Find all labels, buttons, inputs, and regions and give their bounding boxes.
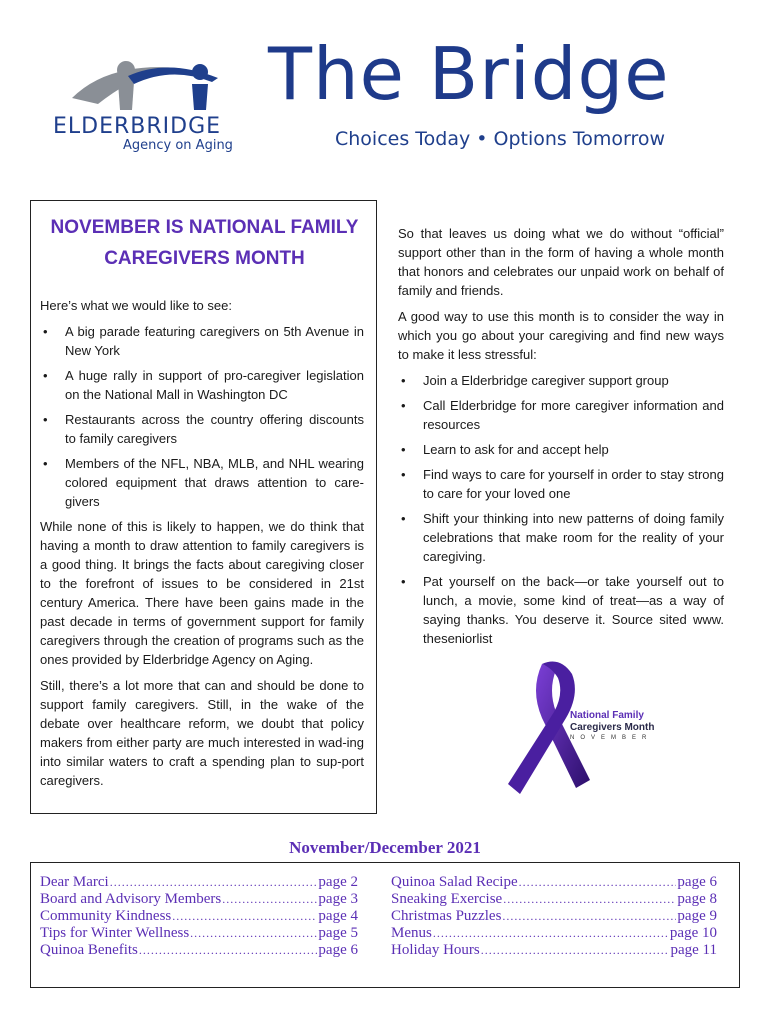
toc-leader <box>503 891 676 908</box>
toc-entry[interactable] <box>40 942 358 959</box>
article-paragraph: While none of this is likely to happen, we do think that having a month to draw attention to family caregivers is a good thing. It brings the facts about caregiving closer to the forefront of issues to be considered in 21st century America. There have been gains made in the past decade in terms of government support for family caregivers through the creation of programs such as the ones provided by Elderbridge Agency on Aging. <box>40 519 364 667</box>
article-paragraph: A good way to use this month is to consider the way in which you go about your caregiving and find new ways to make it less stressful: <box>398 309 724 362</box>
toc-left-column <box>40 874 358 959</box>
people-icon <box>68 58 228 116</box>
toc-entry-page: page 10 <box>669 925 717 941</box>
newsletter-tagline: Choices Today • Options Tomorrow <box>335 128 666 150</box>
toc-entry[interactable] <box>40 925 358 942</box>
wish-item: • A huge rally in support of pro-caregiver legislation on the National Mall in Washington DC <box>40 366 364 404</box>
toc-entry-name: Holiday Hours <box>391 942 480 958</box>
toc-entry-name: Dear Marci <box>40 874 109 890</box>
headline-line-2: CAREGIVERS MONTH <box>104 248 305 269</box>
wish-list <box>40 322 364 511</box>
wish-item: • Members of the NFL, NBA, MLB, and NHL wearing colored equipment that draws attention to care-givers <box>40 454 364 511</box>
newsletter-title: The Bridge <box>268 32 670 116</box>
toc-leader <box>519 874 677 891</box>
tip-item: • Join a Elderbridge caregiver support group <box>398 371 724 390</box>
article-intro: Here’s what we would like to see: <box>40 298 232 313</box>
article-paragraph: Still, there’s a lot more that can and should be done to support family caregivers. Still, in the wake of the debate over healthcare reform, we doubt that policy makers from either party are much interested in wad-ing into similar waters to craft a spending plan to sup-port caregivers. <box>40 678 364 788</box>
toc-entry[interactable] <box>40 874 358 891</box>
ribbon-subtitle: Caregivers Month <box>570 722 655 733</box>
toc-entry-page: page 2 <box>318 874 358 890</box>
toc-entry-name: Community Kindness <box>40 908 172 924</box>
toc-entry-name: Quinoa Salad Recipe <box>391 874 518 890</box>
toc-entry-name: Christmas Puzzles <box>391 908 502 924</box>
elderbridge-logo <box>48 58 248 158</box>
toc-entry-name: Board and Advisory Members <box>40 891 222 907</box>
toc-entry[interactable] <box>391 925 717 942</box>
tip-item: • Find ways to care for yourself in order to stay strong to care for your loved one <box>398 465 724 503</box>
tip-item: • Shift your thinking into new patterns of doing family celebrations that make room for the reality of your caregiving. <box>398 509 724 566</box>
tip-item: • Pat yourself on the back—or take yourself out to lunch, a movie, some kind of treat—as a way of saying thanks. You deserve it. Source sited www. theseniorlist <box>398 572 724 648</box>
ribbon-month: NOVEMBER <box>570 735 653 741</box>
article-right-column <box>398 224 724 654</box>
toc-leader <box>110 874 318 891</box>
toc-leader <box>502 908 676 925</box>
wish-item: • A big parade featuring caregivers on 5th Avenue in New York <box>40 322 364 360</box>
toc-leader <box>190 925 317 942</box>
article-headline <box>32 212 377 274</box>
tip-item: • Call Elderbridge for more caregiver information and resources <box>398 396 724 434</box>
logo-name: ELDERBRIDGE <box>53 114 222 139</box>
toc-entry[interactable] <box>391 942 717 959</box>
toc-entry-page: page 5 <box>318 925 358 941</box>
toc-title: November/December 2021 <box>289 838 481 857</box>
logo-subtitle: Agency on Aging <box>123 138 233 153</box>
toc-entry-page: page 6 <box>318 942 358 958</box>
toc-leader <box>139 942 318 959</box>
article-left-column <box>40 296 364 797</box>
toc-entry-page: page 11 <box>670 942 717 958</box>
toc-entry-page: page 8 <box>677 891 717 907</box>
toc-leader <box>172 908 317 925</box>
tips-list <box>398 371 724 648</box>
toc-entry-page: page 9 <box>677 908 717 924</box>
tip-item: • Learn to ask for and accept help <box>398 440 724 459</box>
toc-entry-page: page 6 <box>677 874 717 890</box>
toc-entry-page: page 4 <box>318 908 358 924</box>
toc-right-column <box>391 874 717 959</box>
toc-entry[interactable] <box>40 891 358 908</box>
toc-leader <box>222 891 317 908</box>
article-paragraph: So that leaves us doing what we do without “official” support other than in the form of having a whole month that honors and celebrates our unpaid work on behalf of family and friends. <box>398 226 724 298</box>
toc-leader <box>481 942 670 959</box>
toc-entry-page: page 3 <box>318 891 358 907</box>
toc-entry-name: Quinoa Benefits <box>40 942 138 958</box>
toc-entry-name: Menus <box>391 925 432 941</box>
ribbon-title: National Family <box>570 710 644 721</box>
toc-entry[interactable] <box>391 891 717 908</box>
toc-entry-name: Tips for Winter Wellness <box>40 925 190 941</box>
toc-entry[interactable] <box>391 908 717 925</box>
toc-entry-name: Sneaking Exercise <box>391 891 503 907</box>
headline-line-1: NOVEMBER IS NATIONAL FAMILY <box>50 217 359 238</box>
toc-entry[interactable] <box>40 908 358 925</box>
toc-leader <box>433 925 669 942</box>
toc-entry[interactable] <box>391 874 717 891</box>
wish-item: • Restaurants across the country offering discounts to family caregivers <box>40 410 364 448</box>
